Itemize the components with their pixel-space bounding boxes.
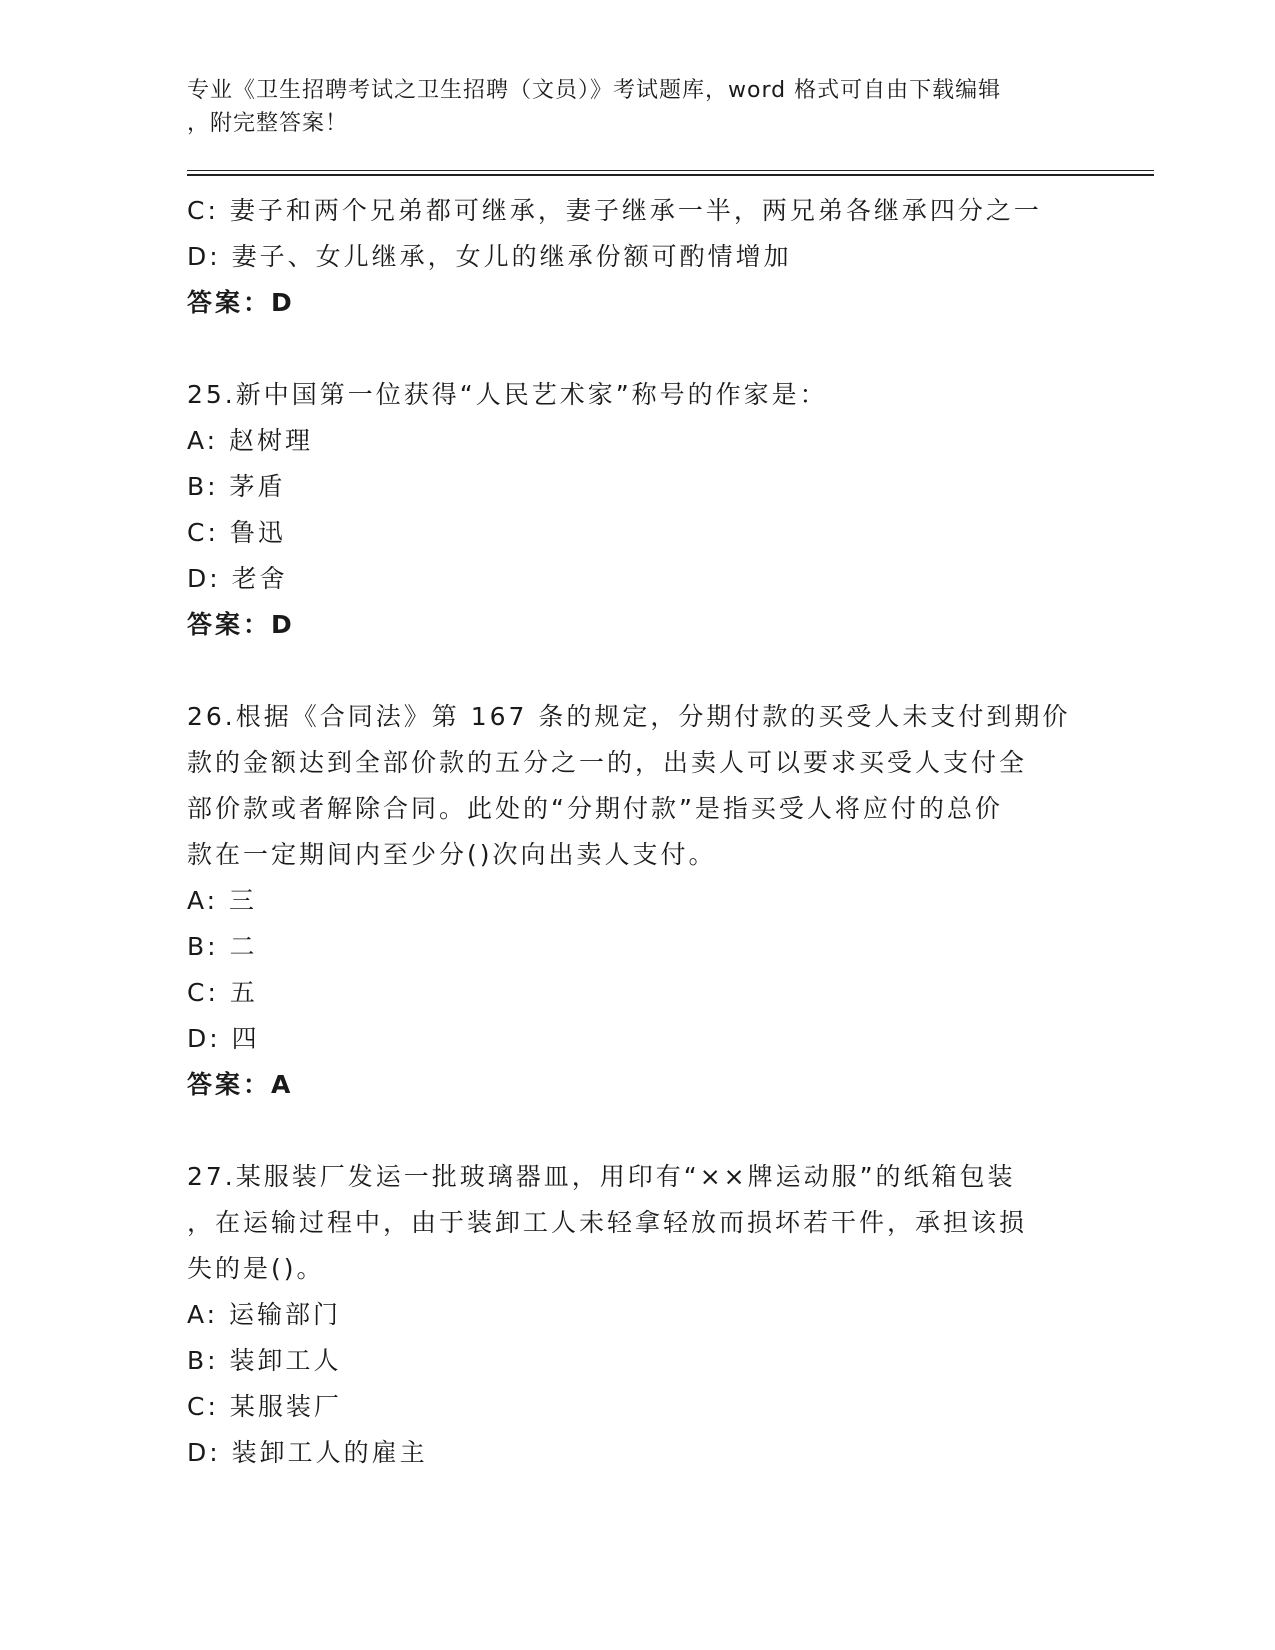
header-rule-thin <box>187 170 1154 171</box>
question-text-line: 部价款或者解除合同。此处的“分期付款”是指买受人将应付的总价 <box>187 794 1003 823</box>
option-d: D: 老舍 <box>187 564 288 593</box>
spacer <box>187 1108 1087 1154</box>
option-b: B: 装卸工人 <box>187 1346 342 1375</box>
prev-option-c: C: 妻子和两个兄弟都可继承，妻子继承一半，两兄弟各继承四分之一 <box>187 196 1042 225</box>
answer: 答案：D <box>187 610 295 639</box>
question-25 <box>187 372 1087 648</box>
question-content <box>187 188 1087 1476</box>
prev-option-d: D: 妻子、女儿继承，女儿的继承份额可酌情增加 <box>187 242 792 271</box>
document-header <box>187 74 1067 140</box>
prev-answer: 答案：D <box>187 288 295 317</box>
header-rule-thick <box>187 174 1154 176</box>
option-b: B: 二 <box>187 932 258 961</box>
question-26 <box>187 694 1087 1108</box>
spacer <box>187 326 1087 372</box>
option-c: C: 鲁迅 <box>187 518 286 547</box>
question-27 <box>187 1154 1087 1476</box>
option-c: C: 五 <box>187 978 258 1007</box>
question-text-line: ，在运输过程中，由于装卸工人未轻拿轻放而损坏若干件，承担该损 <box>187 1208 1028 1237</box>
header-line-1: 专业《卫生招聘考试之卫生招聘（文员）》考试题库，word 格式可自由下载编辑 <box>187 78 1002 103</box>
question-text-line: 26.根据《合同法》第 167 条的规定，分期付款的买受人未支付到期价 <box>187 702 1071 731</box>
option-c: C: 某服装厂 <box>187 1392 342 1421</box>
question-text: 25.新中国第一位获得“人民艺术家”称号的作家是： <box>187 380 828 409</box>
question-text-line: 失的是()。 <box>187 1254 325 1283</box>
option-d: D: 装卸工人的雇主 <box>187 1438 428 1467</box>
header-line-2: ，附完整答案！ <box>187 111 349 136</box>
question-text-line: 款在一定期间内至少分()次向出卖人支付。 <box>187 840 717 869</box>
option-d: D: 四 <box>187 1024 260 1053</box>
spacer <box>187 648 1087 694</box>
question-text-line: 27.某服装厂发运一批玻璃器皿，用印有“××牌运动服”的纸箱包装 <box>187 1162 1016 1191</box>
option-a: A: 三 <box>187 886 258 915</box>
option-a: A: 赵树理 <box>187 426 314 455</box>
question-text-line: 款的金额达到全部价款的五分之一的，出卖人可以要求买受人支付全 <box>187 748 1028 777</box>
option-a: A: 运输部门 <box>187 1300 342 1329</box>
answer: 答案：A <box>187 1070 294 1099</box>
option-b: B: 茅盾 <box>187 472 286 501</box>
